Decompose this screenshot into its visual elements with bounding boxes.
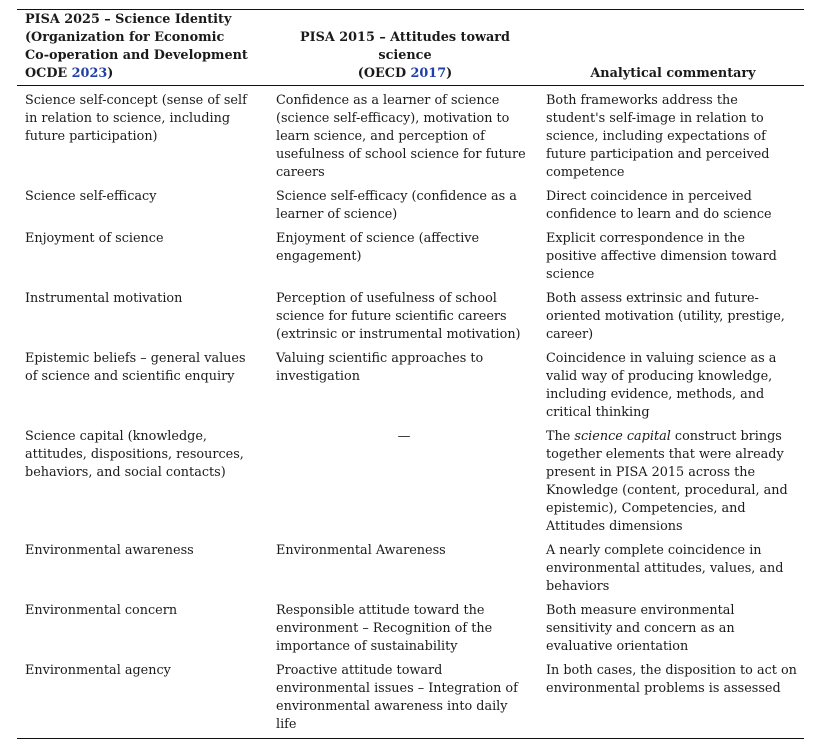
table-row — [17, 428, 804, 542]
cell-commentary: Explicit correspondence in the positive affective dimension toward science — [546, 231, 777, 282]
header-row — [17, 10, 804, 86]
header-commentary-label: Analytical commentary — [590, 66, 756, 81]
header-pisa-2025-line4-prefix: OCDE — [25, 66, 72, 81]
table-row — [17, 290, 804, 350]
cell-pisa-2025: Instrumental motivation — [25, 291, 183, 306]
cell-pisa-2025: Environmental concern — [25, 603, 178, 618]
cell-pisa-2015: Confidence as a learner of science (science self-efficacy), motivation to learn science, and perception of usefulness of school science for future careers — [276, 93, 526, 180]
cell-pisa-2015: Responsible attitude toward the environment – Recognition of the importance of sustainability — [276, 603, 493, 654]
commentary-suffix: construct brings together elements that were already present in PISA 2015 across the Knowledge (content, procedural, and epistemic), Competencies, and Attitudes dimensions — [546, 429, 788, 534]
table-row — [17, 662, 804, 739]
cell-commentary: Both measure environmental sensitivity and concern as an evaluative orientation — [546, 603, 735, 654]
cell-pisa-2025: Science capital (knowledge, attitudes, dispositions, resources, behaviors, and social contacts) — [25, 429, 244, 480]
commentary-prefix: The — [546, 429, 575, 444]
cell-pisa-2015: Perception of usefulness of school science for future scientific careers (extrinsic or instrumental motivation) — [276, 291, 521, 342]
cell-pisa-2025: Environmental agency — [25, 663, 171, 678]
cell-commentary: A nearly complete coincidence in environmental attitudes, values, and behaviors — [546, 543, 784, 594]
header-pisa-2015-line2-suffix: ) — [446, 66, 453, 81]
cell-pisa-2015 — [268, 428, 538, 542]
table-row — [17, 602, 804, 662]
header-pisa-2025-line4-suffix: ) — [107, 66, 114, 81]
cell-pisa-2015: Valuing scientific approaches to investigation — [276, 351, 484, 384]
table-row — [17, 86, 804, 189]
cell-pisa-2025: Enjoyment of science — [25, 231, 164, 246]
table-row — [17, 230, 804, 290]
cell-pisa-2025: Science self-efficacy — [25, 189, 157, 204]
cell-commentary: Both assess extrinsic and future-oriented motivation (utility, prestige, career) — [546, 291, 785, 342]
cell-commentary: Direct coincidence in perceived confidence to learn and do science — [546, 189, 772, 222]
header-pisa-2025 — [17, 10, 268, 86]
cell-pisa-2025: Science self-concept (sense of self in relation to science, including future participation) — [25, 93, 247, 144]
table-row — [17, 542, 804, 602]
header-commentary — [538, 10, 804, 86]
table-row — [17, 350, 804, 428]
cell-pisa-2015: Science self-efficacy (confidence as a learner of science) — [276, 189, 517, 222]
cell-pisa-2015: Enjoyment of science (affective engagement) — [276, 231, 480, 264]
cell-pisa-2015: Environmental Awareness — [276, 543, 446, 558]
cell-commentary: Both frameworks address the student's self-image in relation to science, including expectations of future participation and perceived competence — [546, 93, 770, 180]
header-pisa-2025-line2: (Organization for Economic — [25, 30, 225, 45]
citation-link-2023[interactable]: 2023 — [71, 66, 108, 81]
cell-pisa-2025: Environmental awareness — [25, 543, 194, 558]
comparison-table — [17, 9, 804, 739]
cell-commentary: In both cases, the disposition to act on environmental problems is assessed — [546, 663, 797, 696]
header-pisa-2025-line1: PISA 2025 – Science Identity — [25, 12, 232, 27]
table-body — [17, 86, 804, 739]
header-pisa-2015 — [268, 10, 538, 86]
header-pisa-2015-line2-prefix: (OECD — [357, 66, 411, 81]
cell-commentary: Coincidence in valuing science as a valid way of producing knowledge, including evidence, methods, and critical thinking — [546, 351, 777, 420]
table-row — [17, 188, 804, 230]
cell-pisa-2015: Proactive attitude toward environmental issues – Integration of environmental awareness into daily life — [276, 663, 518, 732]
header-pisa-2015-line1: PISA 2015 – Attitudes toward science — [300, 30, 510, 63]
commentary-italic-term: science capital — [574, 429, 671, 444]
empty-dash: — — [397, 429, 411, 444]
cell-commentary — [538, 428, 804, 542]
table-header — [17, 10, 804, 86]
cell-pisa-2025: Epistemic beliefs – general values of science and scientific enquiry — [25, 351, 246, 384]
header-pisa-2025-line3: Co-operation and Development — [25, 48, 248, 63]
citation-link-2017[interactable]: 2017 — [410, 66, 447, 81]
